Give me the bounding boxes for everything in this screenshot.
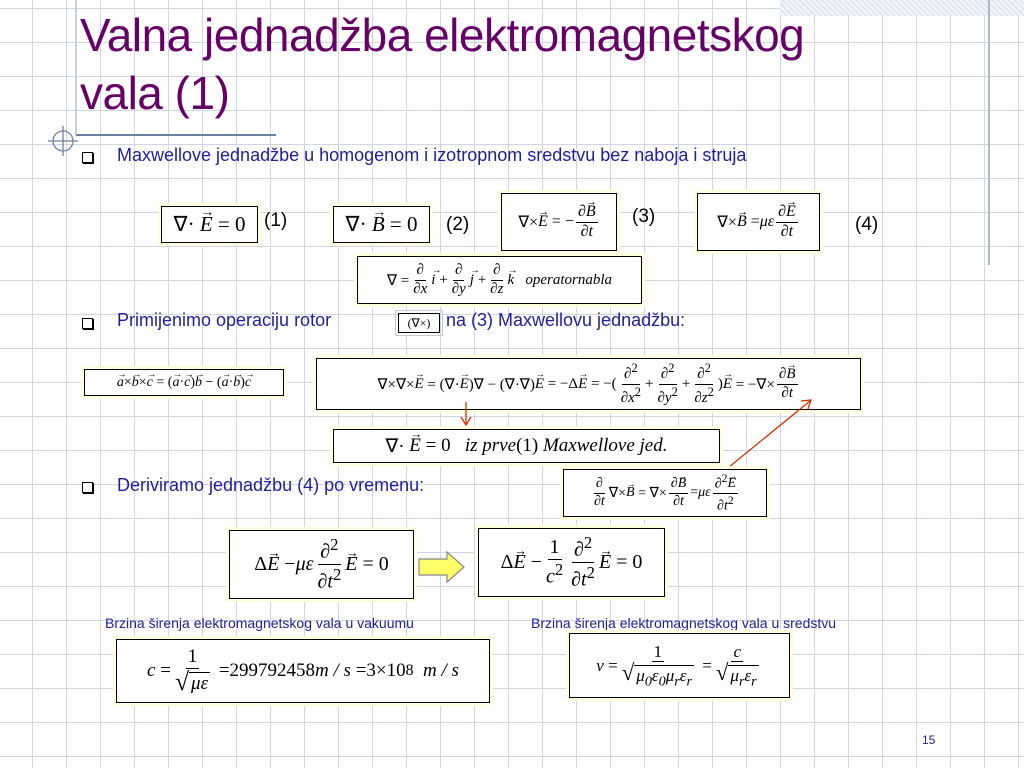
ref-text-c: Maxwellove jed. [542, 435, 668, 456]
title-line-2: vala (1) [80, 67, 230, 119]
speed-of-light-vacuum: c = 1 √ με = 299792458 m / s = 3×10 8 m / s [116, 639, 490, 703]
page-number: 15 [922, 733, 936, 747]
equation-3-label: (3) [632, 206, 656, 227]
first-maxwell-reference: ∇· → E = 0 iz prve (1) Maxwellove jed. [333, 429, 720, 463]
ref-text-b: (1) [516, 435, 539, 456]
equation-div-e: ∇· → E = 0 [161, 206, 258, 243]
caption-medium: Brzina širenja elektromagnetskog vala u sredstvu [531, 615, 837, 631]
wave-equation-c: Δ → E − $\frac{1}{c^2}$ $\frac{\partial^2}{\partial t^2}$ → E = 0 [478, 528, 665, 597]
yellow-right-arrow-icon [417, 550, 467, 584]
c-unit-1: m / s [315, 660, 351, 681]
equation-1-label: (1) [264, 210, 288, 231]
c-exponent: 8 [405, 662, 414, 679]
title-line-1: Valna jednadžba elektromagnetskog [80, 9, 805, 61]
rotor-operator-inline: (∇×) [398, 313, 440, 333]
caption-vacuum: Brzina širenja elektromagnetskog vala u vakuumu [105, 615, 414, 631]
bullet-3-text: Deriviramo jednadžbu (4) po vremenu: [117, 475, 425, 495]
bullet-icon [82, 482, 93, 493]
nabla-operator-definition: ∇ = $\frac{\partial}{\partial x}$ → i + $\frac{\partial}{\partial y}$ → j + $\frac{\partial}{\partial z}$ → k operatornabla [357, 256, 642, 304]
equation-div-b: ∇· → B = 0 [333, 206, 430, 243]
bullet-1-text: Maxwellove jednadžbe u homogenom i izotropnom sredstvu bez naboja i struja [117, 145, 747, 165]
curl-curl-e-expansion: ∇×∇× → E = (∇· → E )∇ − (∇·∇) → E = −Δ → E = −( $\frac{\partial^2}{\partial x^2}$ + $\frac{\partial^2}{\partial y^2}$ + $\frac{\partial^2}{\partial z^2}$ ) → E = −∇× $\frac{\partial\to B}{\partial t}$ [316, 358, 861, 410]
c-approx: 3×10 [366, 660, 406, 681]
equation-curl-e: ∇× → E = − $\frac{\partial\to B}{\partial t}$ [501, 193, 617, 251]
equation-curl-b: ∇× → B = με $\frac{\partial\to E}{\partial t}$ [697, 193, 820, 251]
bullet-2-text-after: na (3) Maxwellovu jednadžbu: [446, 310, 686, 330]
speed-in-medium: v = 1 √ $\mu_0\varepsilon_0\mu_r\varepsilon_r$ = c √ $\mu_r\varepsilon_r$ [569, 633, 790, 698]
c-value: 299792458 [229, 660, 316, 681]
vector-triple-product-identity: → a × → b × → c = ( → a · → c ) → b − ( → a · → b ) → c [84, 369, 284, 396]
nabla-label: operatornabla [525, 271, 613, 288]
bullet-2-text-before: Primijenimo operaciju rotor [117, 310, 332, 330]
arrow-diagonal [718, 401, 810, 476]
equation-4-label: (4) [855, 214, 879, 235]
equation-2-label: (2) [446, 214, 470, 235]
ref-text-a: iz prve [464, 435, 517, 456]
time-derivative-equation: $\frac{\partial}{\partial t}$ ∇× → B = ∇× $\frac{\partial\to B}{\partial t}$ = με $\frac{\partial^2\to E}{\partial t^2}$ [563, 469, 767, 517]
wave-equation-mu-epsilon: Δ → E − με $\frac{\partial^2}{\partial t^2}$ → E = 0 [229, 530, 414, 599]
c-unit-2: m / s [423, 660, 459, 681]
